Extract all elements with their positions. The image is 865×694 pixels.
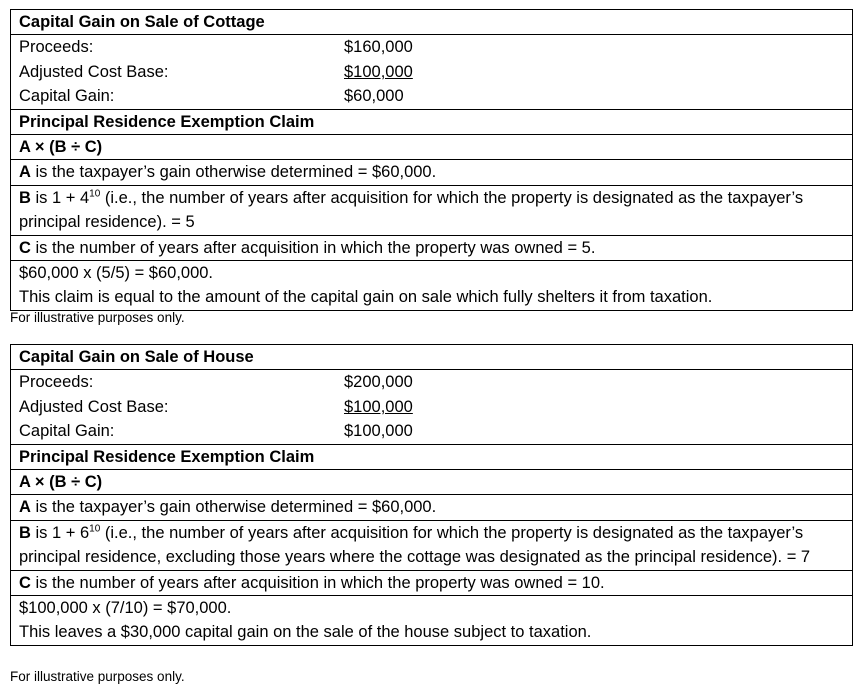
b-superscript: 10 [89, 188, 101, 200]
c-text: is the number of years after acquisition in which the property was owned = 5. [30, 238, 596, 257]
c-key: C [19, 238, 31, 257]
house-financials [11, 370, 853, 444]
acb-value: $100,000 [344, 62, 413, 81]
calculation: $60,000 x (5/5) = $60,000. [19, 264, 214, 283]
c-definition [11, 570, 853, 595]
gain-label: Capital Gain: [19, 422, 115, 441]
c-definition [11, 235, 853, 260]
c-text: is the number of years after acquisition in which the property was owned = 10. [30, 573, 605, 592]
c-key: C [19, 573, 31, 592]
calculation: $100,000 x (7/10) = $70,000. [19, 599, 232, 618]
b-text-pre: is 1 + 6 [30, 523, 90, 542]
acb-row [11, 60, 852, 84]
a-definition [11, 160, 853, 185]
house-table [10, 344, 853, 646]
cottage-table [10, 9, 853, 311]
a-text: is the taxpayer’s gain otherwise determined = $60,000. [30, 163, 437, 182]
a-text: is the taxpayer’s gain otherwise determined = $60,000. [30, 498, 437, 517]
proceeds-row [11, 370, 852, 394]
acb-label: Adjusted Cost Base: [19, 397, 169, 416]
proceeds-value: $160,000 [344, 38, 413, 57]
b-superscript: 10 [89, 523, 101, 535]
b-key: B [19, 523, 31, 542]
acb-value: $100,000 [344, 397, 413, 416]
b-definition [11, 520, 853, 570]
a-key: A [19, 498, 31, 517]
b-text-post: (i.e., the number of years after acquisition for which the property is designated as the taxpayer’s principal residence, excluding those years where the cottage was designated as the principal residence). = 7 [19, 523, 811, 567]
exemption-title: Principal Residence Exemption Claim [11, 109, 853, 134]
gain-value: $100,000 [344, 422, 413, 441]
cottage-title: Capital Gain on Sale of Cottage [11, 10, 853, 35]
b-text-post: (i.e., the number of years after acquisition for which the property is designated as the taxpayer’s principal residence). = 5 [19, 188, 804, 232]
house-note: For illustrative purposes only. [10, 669, 185, 684]
formula: A × (B ÷ C) [11, 469, 853, 494]
proceeds-label: Proceeds: [19, 38, 94, 57]
gain-row [11, 419, 852, 443]
proceeds-label: Proceeds: [19, 373, 94, 392]
exemption-title: Principal Residence Exemption Claim [11, 444, 853, 469]
cottage-financials [11, 35, 853, 109]
gain-label: Capital Gain: [19, 87, 115, 106]
calculation-conclusion [11, 261, 853, 311]
gain-row [11, 84, 852, 108]
conclusion: This claim is equal to the amount of the capital gain on sale which fully shelters it from taxation. [19, 288, 713, 307]
formula: A × (B ÷ C) [11, 134, 853, 159]
cottage-note: For illustrative purposes only. [10, 310, 185, 325]
house-title: Capital Gain on Sale of House [11, 345, 853, 370]
b-key: B [19, 188, 31, 207]
proceeds-row [11, 35, 852, 59]
acb-row [11, 395, 852, 419]
proceeds-value: $200,000 [344, 373, 413, 392]
calculation-conclusion [11, 596, 853, 646]
a-key: A [19, 163, 31, 182]
acb-label: Adjusted Cost Base: [19, 62, 169, 81]
a-definition [11, 495, 853, 520]
gain-value: $60,000 [344, 87, 404, 106]
b-definition [11, 185, 853, 235]
conclusion: This leaves a $30,000 capital gain on the sale of the house subject to taxation. [19, 623, 592, 642]
b-text-pre: is 1 + 4 [30, 188, 90, 207]
